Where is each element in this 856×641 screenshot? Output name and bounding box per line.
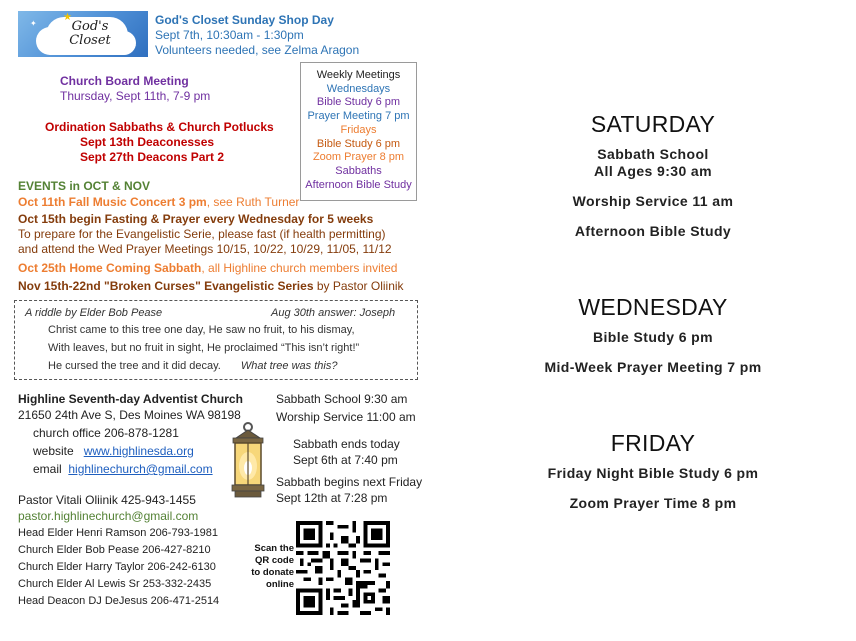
- church-email-row: email highlinechurch@gmail.com: [33, 462, 213, 476]
- events-header: EVENTS in OCT & NOV: [18, 179, 151, 193]
- ordination-deacons: Sept 27th Deacons Part 2: [80, 150, 225, 164]
- sparkle-icon: ✦: [130, 41, 137, 50]
- sabbath-ends-line2: Sept 6th at 7:40 pm: [293, 453, 398, 467]
- pastor-email: pastor.highlinechurch@gmail.com: [18, 509, 199, 523]
- friday-heading: FRIDAY: [610, 430, 696, 456]
- board-meeting-date: Thursday, Sept 11th, 7-9 pm: [60, 89, 211, 103]
- saturday-sabbath-school: Sabbath School: [597, 146, 709, 162]
- weekly-fridays: Fridays: [340, 123, 377, 136]
- wednesday-bible-study: Bible Study 6 pm: [593, 329, 713, 345]
- weekly-afternoon-bible-study: Afternoon Bible Study: [305, 178, 412, 191]
- saturday-heading: SATURDAY: [590, 111, 716, 137]
- weekly-wednesdays: Wednesdays: [326, 82, 391, 95]
- sabbath-ends-line1: Sabbath ends today: [293, 437, 400, 451]
- elder-contact: Head Elder Henri Ramson 206-793-1981: [18, 527, 218, 539]
- saturday-all-ages: All Ages 9:30 am: [594, 163, 712, 179]
- deacon-contact: Head Deacon DJ DeJesus 206-471-2514: [18, 595, 220, 607]
- riddle-line1: Christ came to this tree one day, He saw no fruit, to his dismay,: [48, 324, 355, 336]
- email-link[interactable]: highlinechurch@gmail.com: [68, 462, 213, 476]
- ordination-deaconesses: Sept 13th Deaconesses: [80, 135, 215, 149]
- church-name: Highline Seventh-day Adventist Church: [18, 392, 243, 406]
- event-homecoming: Oct 25th Home Coming Sabbath, all Highline church members invited: [18, 261, 398, 275]
- star-icon: ★: [63, 12, 72, 23]
- shop-day-volunteers: Volunteers needed, see Zelma Aragon: [155, 43, 360, 57]
- elder-contact: Church Elder Al Lewis Sr 253-332-2435: [18, 578, 212, 590]
- sabbath-school-time: Sabbath School 9:30 am: [276, 392, 408, 406]
- friday-zoom-prayer: Zoom Prayer Time 8 pm: [569, 495, 737, 511]
- gods-closet-logo: [18, 11, 148, 57]
- donate-qr-code[interactable]: [296, 521, 390, 615]
- website-link[interactable]: www.highlinesda.org: [83, 444, 194, 458]
- weekly-bible-study: Bible Study 6 pm: [316, 96, 401, 109]
- elder-contact: Church Elder Bob Pease 206-427-8210: [18, 544, 211, 556]
- worship-time: Worship Service 11:00 am: [276, 410, 416, 424]
- weekly-meetings-box: [300, 62, 417, 201]
- saturday-worship: Worship Service 11 am: [572, 193, 734, 209]
- weekly-meetings-title: Weekly Meetings: [316, 69, 401, 81]
- friday-bible-study: Friday Night Bible Study 6 pm: [547, 465, 759, 481]
- riddle-line2: With leaves, but no fruit in sight, He proclaimed “This isn’t right!”: [48, 342, 360, 354]
- weekly-zoom-prayer: Zoom Prayer 8 pm: [312, 151, 405, 164]
- pastor-contact: Pastor Vitali Oliinik 425-943-1455: [18, 493, 196, 507]
- weekly-prayer-meeting: Prayer Meeting 7 pm: [307, 110, 410, 123]
- event-series: Nov 15th-22nd "Broken Curses" Evangelistic Series by Pastor Oliinik: [18, 279, 404, 293]
- church-office: church office 206-878-1281: [33, 426, 179, 440]
- riddle-answer: Aug 30th answer: Joseph: [271, 307, 396, 319]
- elder-contact: Church Elder Harry Taylor 206-242-6130: [18, 561, 216, 573]
- shop-day-title: God's Closet Sunday Shop Day: [155, 13, 334, 27]
- event-fasting-line3: and attend the Wed Prayer Meetings 10/15, 10/22, 10/29, 11/05, 11/12: [18, 242, 392, 256]
- event-fasting-line2: To prepare for the Evangelistic Serie, please fast (if health permitting): [18, 227, 386, 241]
- church-address: 21650 24th Ave S, Des Moines WA 98198: [18, 408, 241, 422]
- qr-caption: Scan the QR code to donate online: [251, 543, 294, 590]
- wednesday-prayer-meeting: Mid-Week Prayer Meeting 7 pm: [544, 359, 762, 375]
- lantern-icon: [224, 422, 272, 500]
- riddle-title: A riddle by Elder Bob Pease: [25, 307, 163, 319]
- board-meeting-title: Church Board Meeting: [60, 74, 189, 88]
- church-website-row: website www.highlinesda.org: [33, 444, 194, 458]
- riddle-box: [14, 300, 418, 380]
- weekly-fri-bible-study: Bible Study 6 pm: [316, 137, 401, 150]
- sabbath-begins-line2: Sept 12th at 7:28 pm: [276, 491, 388, 505]
- event-fasting-title: Oct 15th begin Fasting & Prayer every Wednesday for 5 weeks: [18, 212, 374, 226]
- event-concert: Oct 11th Fall Music Concert 3 pm, see Ruth Turner: [18, 195, 300, 209]
- riddle-line3: He cursed the tree and it did decay. What tree was this?: [48, 360, 338, 372]
- saturday-afternoon-study: Afternoon Bible Study: [574, 223, 732, 239]
- logo-text: God's Closet: [69, 19, 111, 48]
- sparkle-icon: ✦: [30, 19, 37, 28]
- wednesday-heading: WEDNESDAY: [578, 294, 728, 320]
- ordination-title: Ordination Sabbaths & Church Potlucks: [45, 120, 274, 134]
- sabbath-begins-line1: Sabbath begins next Friday: [276, 475, 423, 489]
- shop-day-date: Sept 7th, 10:30am - 1:30pm: [155, 28, 304, 42]
- weekly-sabbaths: Sabbaths: [335, 164, 382, 177]
